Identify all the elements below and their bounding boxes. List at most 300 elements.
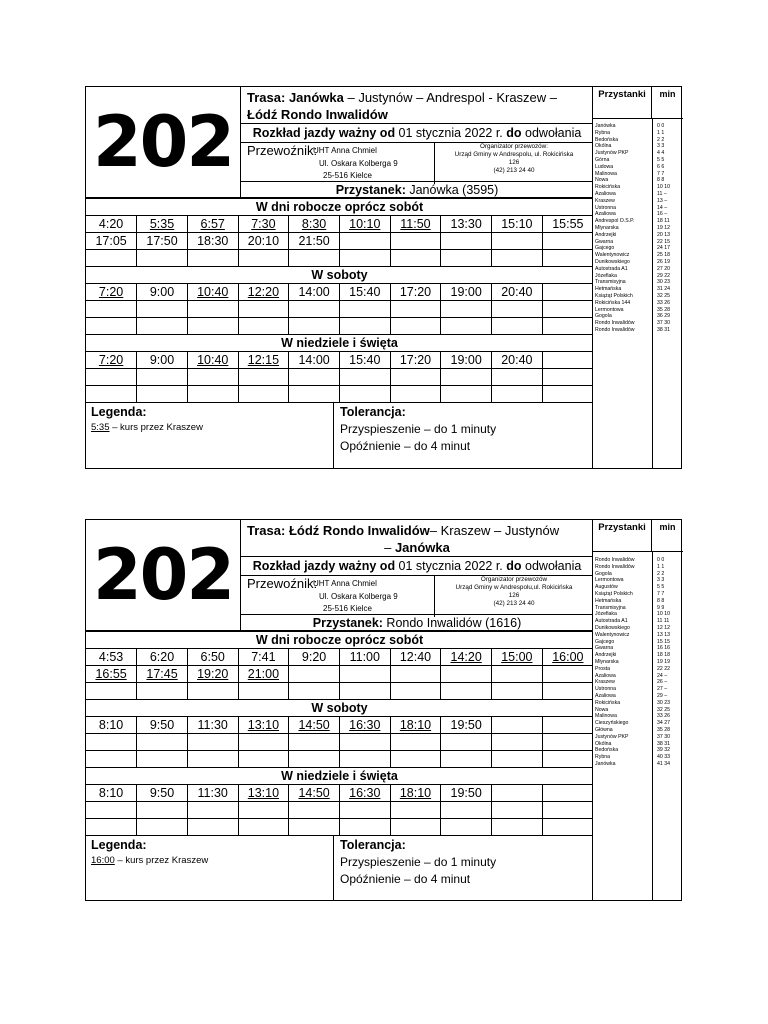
- route-info: [241, 520, 593, 631]
- route-label: Trasa:: [247, 90, 286, 105]
- departure-cell: [441, 666, 492, 683]
- legend-left: [86, 836, 334, 900]
- stop-entry: [593, 259, 683, 266]
- departure-cell: [542, 785, 593, 802]
- carrier-label: Przewoźnik:: [247, 576, 318, 591]
- stop-entry-minutes: 27 20: [657, 265, 670, 272]
- tolerance-late: Opóźnienie – do 4 minut: [340, 439, 471, 453]
- departure-cell: [441, 751, 492, 768]
- stop-entry-name: Rondo Inwalidów: [595, 326, 635, 333]
- validity-until: do: [506, 126, 522, 140]
- departure-cell: [289, 751, 340, 768]
- stop-entry: [593, 564, 683, 571]
- departure-cell: [492, 386, 543, 403]
- carrier-block: [241, 575, 435, 617]
- stop-entry: [593, 754, 683, 761]
- departure-cell: [492, 717, 543, 734]
- stop-entry: [593, 218, 683, 225]
- departure-cell: [289, 369, 340, 386]
- stop-entry-minutes: 26 19: [657, 258, 670, 265]
- departure-time: 9:00: [149, 284, 175, 299]
- departure-cell: [289, 233, 340, 250]
- stop-entry: [593, 184, 683, 191]
- stop-entry-minutes: 18 11: [657, 218, 670, 225]
- departure-time: 14:50: [298, 717, 330, 732]
- stop-entry: [593, 164, 683, 171]
- stop-entry-minutes: 38 31: [657, 326, 670, 333]
- departure-cell: [542, 369, 593, 386]
- departure-cell: [289, 216, 340, 233]
- stop-entry-minutes: 7 7: [657, 590, 665, 597]
- departure-time: 11:00: [349, 649, 380, 664]
- departures-table: [86, 631, 593, 836]
- stop-entry-name: Transmisyjna: [595, 604, 626, 611]
- departure-cell: [86, 649, 137, 666]
- departure-cell: [542, 819, 593, 836]
- stops-header: [593, 87, 683, 119]
- stop-entry-name: Janówka: [595, 123, 616, 129]
- stop-entry: [593, 239, 683, 246]
- departure-time: 19:50: [450, 785, 482, 800]
- departure-cell: [390, 318, 441, 335]
- departure-cell: [86, 802, 137, 819]
- validity-end: odwołania: [521, 559, 582, 573]
- departure-row: [86, 284, 593, 301]
- stop-label: Przystanek:: [312, 616, 383, 630]
- tolerance-title: Tolerancja:: [340, 405, 406, 419]
- stop-entry: [593, 571, 683, 578]
- stop-entry-minutes: 0 0: [657, 557, 665, 563]
- timetable-main: [86, 520, 593, 900]
- departure-cell: [238, 734, 289, 751]
- legend-title: Legenda:: [91, 405, 147, 419]
- stop-entry: [593, 150, 683, 157]
- departure-row: [86, 802, 593, 819]
- stop-entry-minutes: 33 26: [657, 299, 670, 306]
- stop-entry-minutes: 16 –: [657, 211, 668, 218]
- stop-entry: [593, 293, 683, 300]
- stop-entry-minutes: 18 18: [657, 652, 670, 659]
- departure-time: 9:00: [149, 352, 175, 367]
- departure-time: 11:30: [197, 785, 228, 800]
- stop-entry: [593, 618, 683, 625]
- departure-cell: [187, 386, 238, 403]
- stop-entry-name: Główna: [595, 726, 613, 733]
- departure-cell: [86, 369, 137, 386]
- departure-cell: [137, 318, 188, 335]
- stop-entry-minutes: 22 15: [657, 238, 670, 245]
- departure-cell: [441, 649, 492, 666]
- stop-entry-name: Kraszew: [595, 679, 615, 686]
- stop-entry-name: Lermontowa: [595, 577, 624, 584]
- departure-cell: [86, 250, 137, 267]
- departure-time: 4:20: [98, 216, 124, 231]
- departure-time: 15:00: [501, 649, 533, 664]
- stop-entry-minutes: 35 28: [657, 306, 670, 313]
- departure-cell: [187, 785, 238, 802]
- stop-entry: [593, 727, 683, 734]
- route-description: [247, 89, 587, 123]
- departure-cell: [187, 369, 238, 386]
- validity-end: odwołania: [521, 126, 582, 140]
- validity-label: Rozkład jazdy ważny od: [252, 126, 396, 140]
- departure-row: [86, 819, 593, 836]
- departure-cell: [137, 386, 188, 403]
- stop-entry: [593, 679, 683, 686]
- departure-time: 7:30: [251, 216, 276, 231]
- stop-entry: [593, 659, 683, 666]
- stop-entry-minutes: 2 2: [657, 570, 665, 577]
- stop-entry-minutes: 10 10: [657, 611, 670, 618]
- departure-time: 11:50: [400, 216, 431, 231]
- departure-time: 14:00: [298, 284, 330, 299]
- departure-time: 7:20: [98, 284, 124, 299]
- legend-text: [91, 422, 203, 433]
- departure-cell: [238, 386, 289, 403]
- departure-cell: [137, 216, 188, 233]
- stop-entry-name: Dunikowskiego: [595, 258, 630, 265]
- departure-cell: [542, 318, 593, 335]
- stop-entry-name: Gwarna: [595, 238, 614, 245]
- departure-cell: [441, 819, 492, 836]
- departure-time: 15:55: [552, 216, 584, 231]
- departure-cell: [86, 734, 137, 751]
- carrier-city: 25-516 Kielce: [323, 171, 372, 180]
- departure-cell: [339, 216, 390, 233]
- departure-cell: [492, 785, 543, 802]
- stop-entry-minutes: 6 6: [657, 163, 665, 170]
- stop-entry-name: Rondo Inwalidów: [595, 563, 635, 570]
- stop-entry-name: Azaliowa: [595, 672, 616, 679]
- departure-cell: [542, 216, 593, 233]
- departure-cell: [390, 649, 441, 666]
- stop-entry-name: Górna: [595, 156, 610, 163]
- departure-cell: [86, 301, 137, 318]
- stop-entry: [593, 673, 683, 680]
- departure-time: 13:10: [247, 785, 280, 800]
- carrier-city: 25-516 Kielce: [323, 604, 372, 613]
- stop-entry-minutes: 32 25: [657, 706, 670, 713]
- stop-entry-minutes: 37 30: [657, 733, 670, 740]
- departure-row: [86, 233, 593, 250]
- organizer-phone: (42) 213 24 40: [493, 600, 535, 607]
- departure-cell: [339, 284, 390, 301]
- stop-entry-minutes: 14 –: [657, 204, 668, 211]
- departure-cell: [441, 734, 492, 751]
- organizer-block: [435, 575, 593, 617]
- departure-cell: [492, 369, 543, 386]
- stop-entry-minutes: 29 –: [657, 692, 668, 699]
- stops-header-label: Przystanki: [593, 87, 652, 118]
- stop-entry: [593, 557, 683, 564]
- tolerance-title: Tolerancja:: [340, 838, 406, 852]
- stop-entry: [593, 747, 683, 754]
- departure-cell: [86, 785, 137, 802]
- stop-entry-name: Rokicińska 144: [595, 299, 631, 306]
- departure-time: 12:40: [399, 649, 432, 664]
- stop-entry-minutes: 5 5: [657, 584, 665, 591]
- departure-cell: [86, 751, 137, 768]
- stop-entry-minutes: 34 27: [657, 720, 670, 727]
- stop-entry: [593, 143, 683, 150]
- stop-entry-name: Dunikowskiego: [595, 624, 630, 631]
- stop-entry-name: Gajcego: [595, 638, 615, 645]
- stop-entry: [593, 320, 683, 327]
- departure-cell: [390, 666, 441, 683]
- validity-until: do: [506, 559, 522, 573]
- departure-cell: [441, 284, 492, 301]
- timetable-card-rondo-inwalidow: [85, 519, 682, 901]
- stop-entry-name: Rybna: [595, 129, 610, 136]
- departure-cell: [187, 819, 238, 836]
- stop-entry-name: Azaliowa: [595, 211, 616, 218]
- stop-line: [241, 181, 593, 198]
- departure-cell: [492, 318, 543, 335]
- departure-cell: [492, 751, 543, 768]
- stop-entry-minutes: 41 34: [657, 760, 670, 767]
- departure-cell: [339, 318, 390, 335]
- departure-cell: [137, 785, 188, 802]
- departure-time: 21:00: [247, 666, 280, 681]
- departure-row: [86, 250, 593, 267]
- departure-cell: [187, 233, 238, 250]
- stop-entry: [593, 713, 683, 720]
- departure-cell: [187, 284, 238, 301]
- departure-time: 7:41: [251, 649, 276, 664]
- route-via: – Kraszew – Justynów: [429, 523, 560, 538]
- stop-entry-name: Okólna: [595, 740, 612, 747]
- stop-entry-name: Ustronna: [595, 686, 617, 693]
- departure-cell: [187, 352, 238, 369]
- route-info: [241, 87, 593, 198]
- departure-cell: [492, 666, 543, 683]
- departure-cell: [441, 802, 492, 819]
- departure-cell: [86, 352, 137, 369]
- departure-cell: [390, 802, 441, 819]
- stop-entry-minutes: 36 29: [657, 313, 670, 320]
- legend-text: [91, 855, 208, 866]
- stop-entry: [593, 645, 683, 652]
- departure-cell: [137, 683, 188, 700]
- validity-label: Rozkład jazdy ważny od: [252, 559, 396, 573]
- stop-entry-name: Malinowa: [595, 170, 617, 177]
- stop-entry-minutes: 39 32: [657, 747, 670, 754]
- route-label: Trasa:: [247, 523, 286, 538]
- departure-time: 16:55: [95, 666, 127, 681]
- departure-time: 18:30: [197, 233, 229, 248]
- stop-entry: [593, 198, 683, 205]
- stop-entry-name: Bedońska: [595, 136, 619, 143]
- stop-entry: [593, 137, 683, 144]
- stop-entry: [593, 279, 683, 286]
- departure-cell: [441, 717, 492, 734]
- stop-entry-minutes: 11 11: [657, 618, 670, 625]
- departure-cell: [187, 802, 238, 819]
- stop-entry-name: Rybna: [595, 754, 610, 761]
- stop-entry-name: Hetmańska: [595, 597, 622, 604]
- departure-cell: [492, 802, 543, 819]
- stop-entry-minutes: 24 –: [657, 672, 668, 679]
- departure-cell: [339, 751, 390, 768]
- legend-block: [86, 402, 593, 468]
- stop-entry-name: Józefiaka: [595, 272, 617, 279]
- stop-entry: [593, 130, 683, 137]
- departure-cell: [339, 301, 390, 318]
- departure-time: 12:20: [247, 284, 280, 299]
- departure-cell: [441, 785, 492, 802]
- carrier-street: Ul. Oskara Kolberga 9: [319, 592, 398, 601]
- departure-cell: [289, 352, 340, 369]
- departure-cell: [86, 216, 137, 233]
- departure-cell: [390, 734, 441, 751]
- departure-cell: [187, 216, 238, 233]
- stop-entry-name: Hetmańska: [595, 286, 622, 293]
- route-origin: Janówka: [288, 90, 344, 105]
- stop-entry-minutes: 19 12: [657, 224, 670, 231]
- departure-cell: [137, 751, 188, 768]
- departure-cell: [137, 233, 188, 250]
- departure-row: [86, 785, 593, 802]
- departure-cell: [187, 666, 238, 683]
- departure-cell: [289, 785, 340, 802]
- departure-row: [86, 717, 593, 734]
- stop-entry-name: Walentynowicz: [595, 631, 630, 638]
- organizer-line1: Urząd Gminy w Andrespolu, ul. Rokicińska: [454, 151, 574, 158]
- timetable-header: [86, 520, 593, 631]
- organizer-title: Organizator przewozów: [480, 576, 548, 583]
- stop-entry: [593, 266, 683, 273]
- departure-time: 21:50: [298, 233, 330, 248]
- departure-time: 9:50: [149, 717, 175, 732]
- departure-cell: [289, 734, 340, 751]
- timetable-main: [86, 87, 593, 468]
- departure-cell: [441, 369, 492, 386]
- route-via: – Justynów – Andrespol - Kraszew –: [343, 90, 558, 105]
- departure-cell: [339, 666, 390, 683]
- departure-cell: [492, 216, 543, 233]
- stop-entry-name: Gwarna: [595, 645, 614, 652]
- stop-label: Przystanek:: [335, 183, 406, 197]
- departure-time: 15:40: [349, 352, 381, 367]
- stop-entry: [593, 286, 683, 293]
- departure-time: 14:50: [298, 785, 330, 800]
- departure-cell: [542, 717, 593, 734]
- stop-entry: [593, 300, 683, 307]
- stop-entry: [593, 700, 683, 707]
- departure-cell: [492, 301, 543, 318]
- stop-entry: [593, 577, 683, 584]
- departure-cell: [86, 819, 137, 836]
- route-origin: Łódź Rondo Inwalidów: [288, 523, 430, 538]
- organizer-line2: 126: [508, 592, 520, 599]
- stop-entry-minutes: 27 –: [657, 686, 668, 693]
- stop-entry-name: Cieszyńskiego: [595, 720, 629, 727]
- stop-entry-minutes: 3 3: [657, 577, 665, 584]
- organizer-phone: (42) 213 24 40: [493, 167, 535, 174]
- stop-entry-minutes: 8 8: [657, 597, 665, 604]
- stop-entry: [593, 157, 683, 164]
- departure-cell: [289, 301, 340, 318]
- stop-entry: [593, 761, 683, 768]
- departure-cell: [86, 284, 137, 301]
- stop-entry: [593, 666, 683, 673]
- departure-time: 19:20: [197, 666, 229, 681]
- stop-name: Rondo Inwalidów (1616): [382, 616, 522, 630]
- stop-entry: [593, 205, 683, 212]
- departure-cell: [238, 802, 289, 819]
- departure-cell: [238, 751, 289, 768]
- stop-entry: [593, 245, 683, 252]
- departure-cell: [542, 649, 593, 666]
- stop-entry-name: Bedońska: [595, 747, 619, 754]
- departure-cell: [492, 250, 543, 267]
- tolerance-early: Przyspieszenie – do 1 minuty: [340, 855, 497, 869]
- departure-cell: [187, 717, 238, 734]
- section-title: W soboty: [86, 700, 593, 717]
- departure-row: [86, 683, 593, 700]
- stops-header: [593, 520, 683, 552]
- departure-cell: [289, 318, 340, 335]
- section-title: W dni robocze oprócz sobót: [86, 632, 593, 649]
- departure-cell: [339, 369, 390, 386]
- departure-row: [86, 369, 593, 386]
- departure-cell: [441, 386, 492, 403]
- stop-entry: [593, 177, 683, 184]
- stop-entry: [593, 693, 683, 700]
- stop-entry-name: Justynów PKP: [595, 150, 629, 157]
- legend-desc: – kurs przez Kraszew: [109, 422, 203, 433]
- stop-entry: [593, 686, 683, 693]
- stop-entry: [593, 734, 683, 741]
- stops-header-label: Przystanki: [593, 520, 652, 551]
- section-title: W niedziele i święta: [86, 335, 593, 352]
- stop-entry-minutes: 1 1: [657, 563, 665, 570]
- stop-entry: [593, 741, 683, 748]
- departure-time: 10:10: [349, 216, 381, 231]
- departure-cell: [390, 301, 441, 318]
- departure-cell: [187, 683, 238, 700]
- section-title: W soboty: [86, 267, 593, 284]
- stop-name: Janówka (3595): [405, 183, 499, 197]
- departure-cell: [339, 802, 390, 819]
- departure-time: 14:00: [298, 352, 330, 367]
- stop-entry-minutes: 9 9: [657, 604, 665, 611]
- stop-entry-name: Gogola: [595, 570, 612, 577]
- stop-entry-name: Książąt Polskich: [595, 292, 633, 299]
- stops-column: [593, 520, 683, 900]
- stop-entry-name: Augustów: [595, 584, 618, 591]
- stop-entry-name: Rokicińska: [595, 184, 621, 191]
- departure-cell: [542, 233, 593, 250]
- stop-entry-minutes: 25 18: [657, 252, 670, 259]
- stop-entry: [593, 307, 683, 314]
- departure-cell: [441, 301, 492, 318]
- stop-entry: [593, 327, 683, 334]
- departure-cell: [137, 819, 188, 836]
- stop-entry-name: Gajcego: [595, 245, 615, 252]
- stop-entry: [593, 273, 683, 280]
- departure-cell: [238, 717, 289, 734]
- stop-list: [593, 123, 683, 334]
- validity-line: [241, 123, 593, 143]
- stop-entry-name: Ludowa: [595, 163, 614, 170]
- stop-entry: [593, 584, 683, 591]
- departure-cell: [542, 352, 593, 369]
- departure-cell: [238, 216, 289, 233]
- route-line-1: [247, 522, 587, 539]
- departure-cell: [390, 819, 441, 836]
- carrier-name: UHT Anna Chmiel: [313, 579, 377, 588]
